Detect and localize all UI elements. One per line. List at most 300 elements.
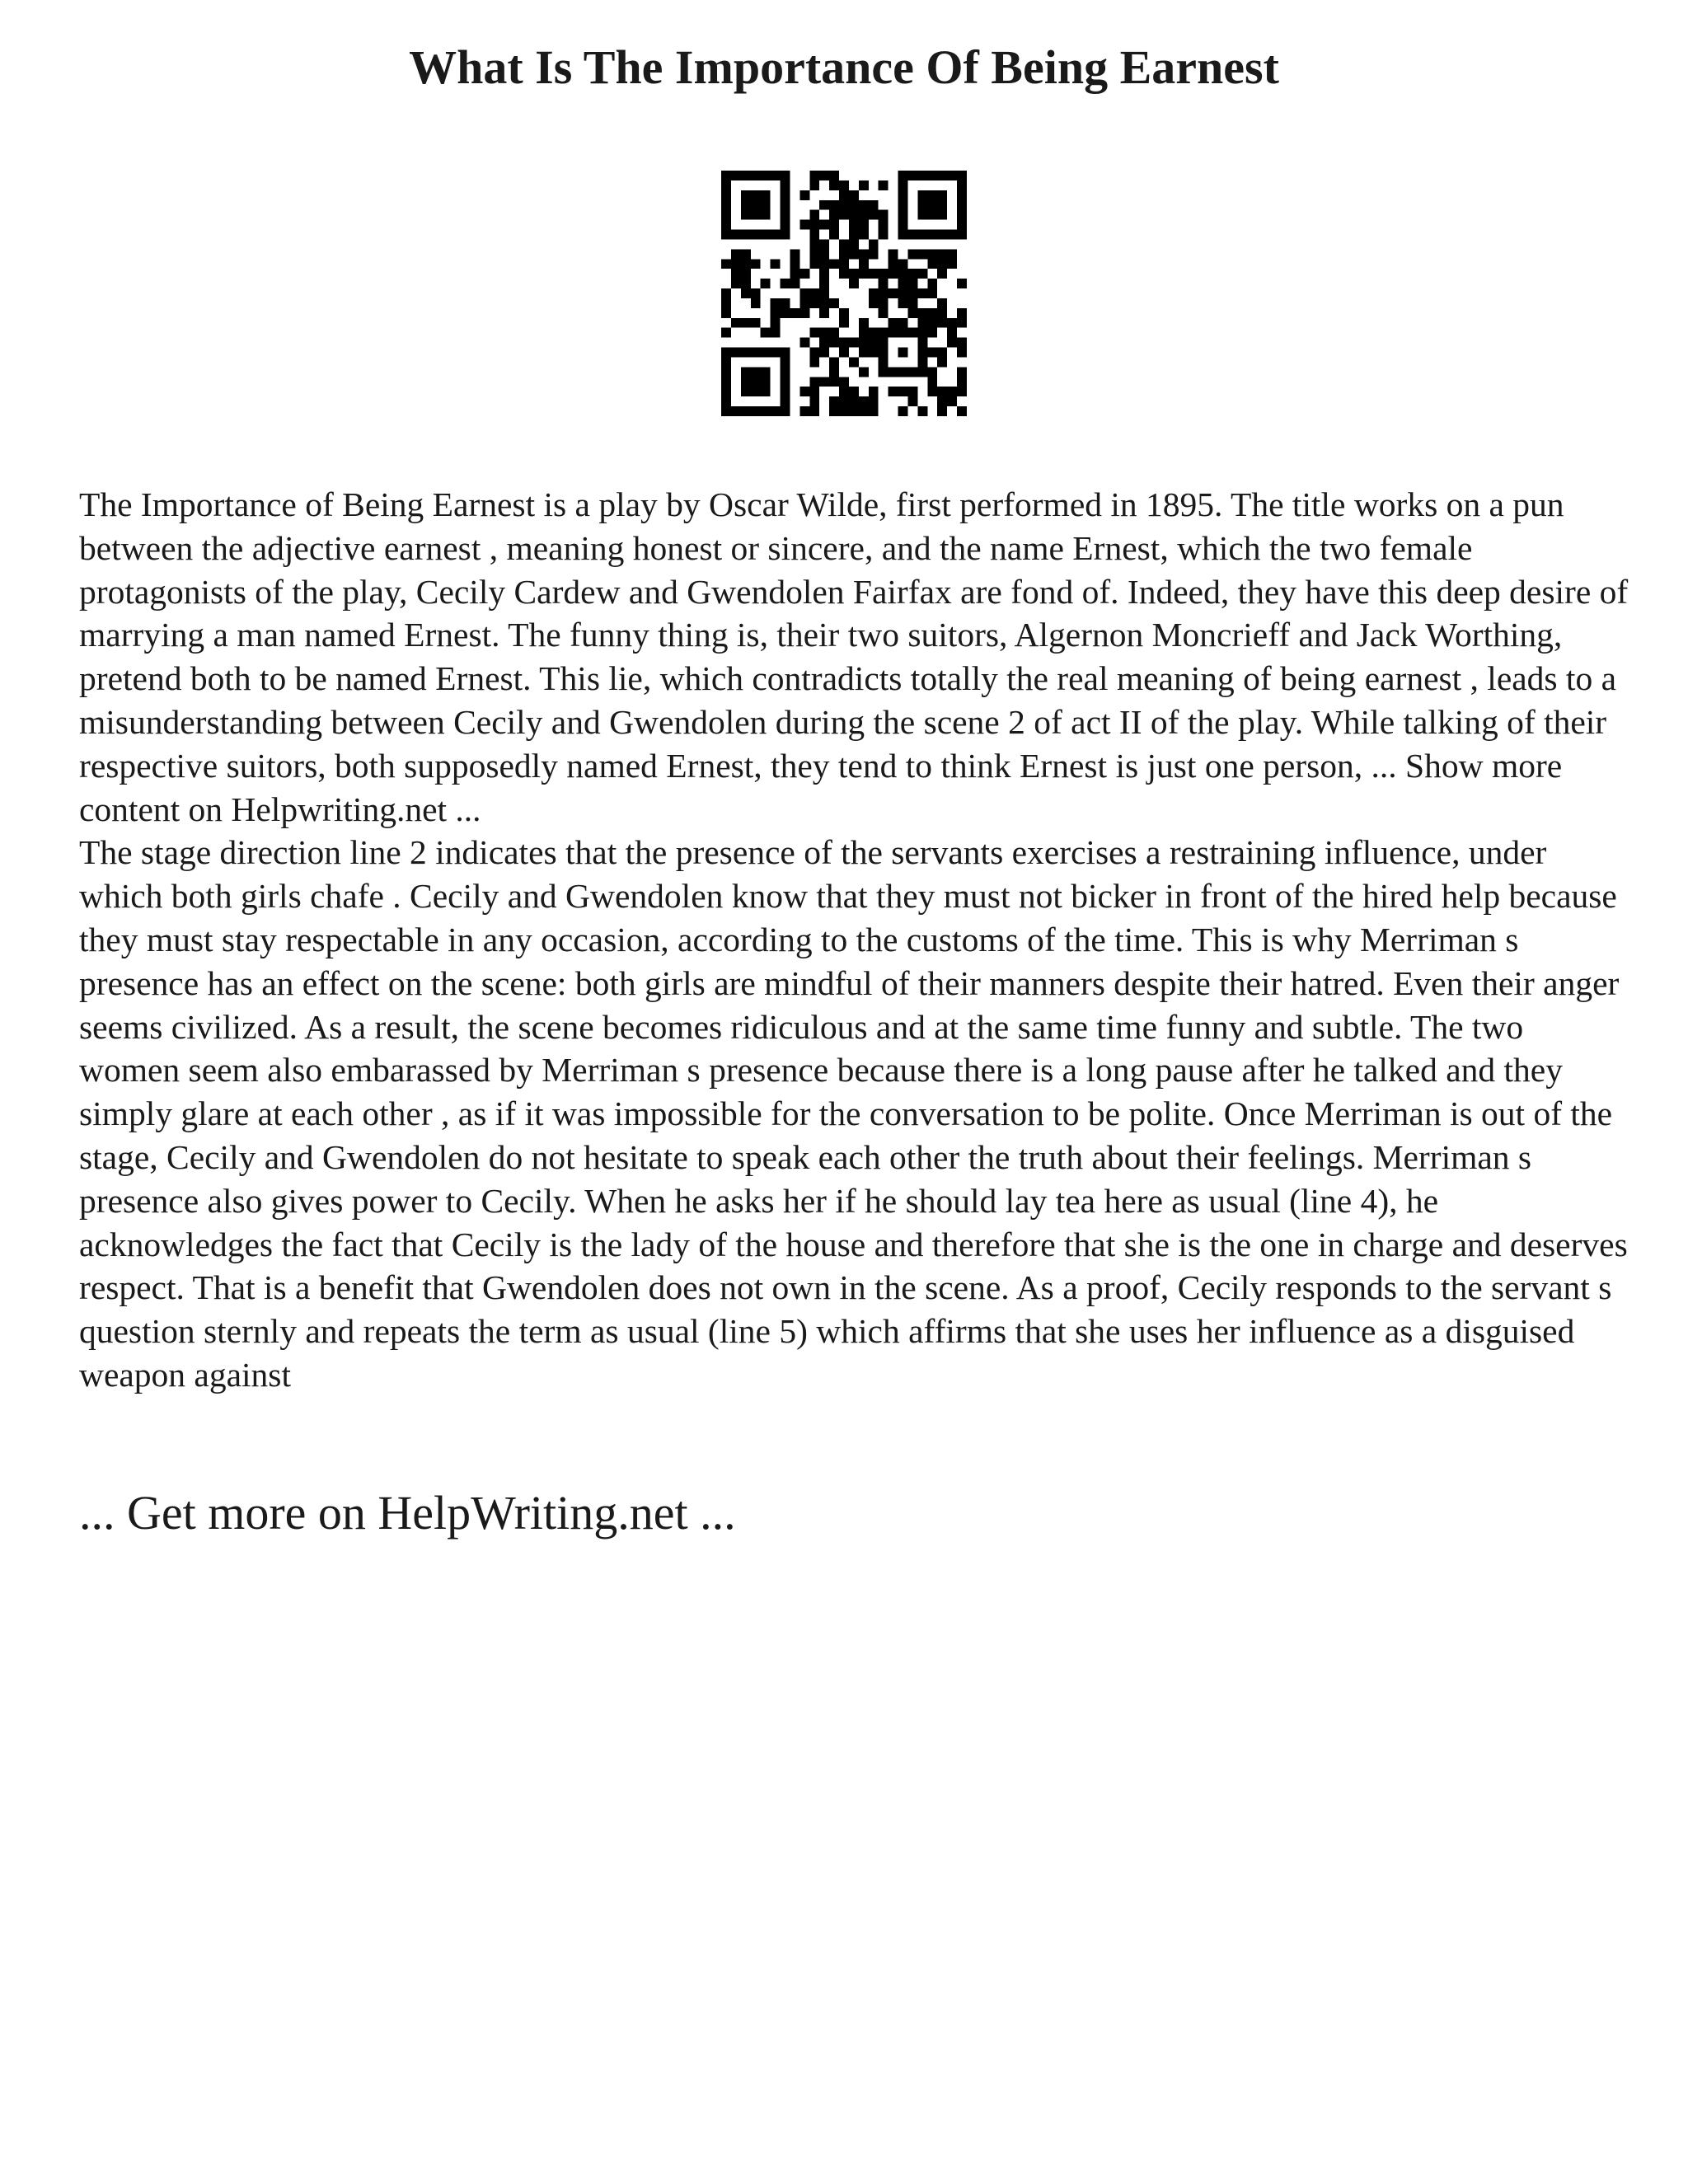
qr-module [869, 200, 879, 210]
qr-module [957, 348, 967, 358]
qr-module [761, 348, 771, 358]
qr-module [927, 249, 937, 259]
qr-module [927, 387, 937, 396]
qr-module [957, 406, 967, 416]
qr-module [849, 190, 859, 200]
qr-module [829, 210, 839, 220]
qr-module [839, 249, 849, 259]
qr-module [829, 357, 839, 367]
qr-module [790, 259, 799, 269]
qr-module [869, 210, 879, 220]
qr-module [898, 288, 908, 298]
qr-module [721, 367, 731, 377]
qr-module [889, 367, 898, 377]
qr-module [781, 220, 790, 230]
qr-module [839, 269, 849, 279]
qr-module [927, 308, 937, 318]
qr-module [741, 279, 751, 288]
qr-module [819, 348, 829, 358]
qr-module [879, 367, 889, 377]
qr-module [761, 406, 771, 416]
qr-module [907, 279, 917, 288]
qr-module [869, 269, 879, 279]
qr-module [859, 269, 869, 279]
qr-module [879, 308, 889, 318]
qr-module [731, 171, 741, 180]
qr-module [829, 200, 839, 210]
qr-module [751, 288, 761, 298]
qr-module [781, 348, 790, 358]
qr-module [937, 406, 947, 416]
qr-module [917, 200, 927, 210]
qr-module [799, 387, 809, 396]
qr-module [721, 220, 731, 230]
qr-module [819, 249, 829, 259]
qr-module [849, 269, 859, 279]
qr-module [907, 367, 917, 377]
qr-module [957, 230, 967, 240]
qr-module [809, 298, 819, 308]
qr-module [809, 357, 819, 367]
qr-module [809, 230, 819, 240]
qr-module [839, 210, 849, 220]
qr-module [741, 269, 751, 279]
qr-module [721, 259, 731, 269]
qr-module [819, 288, 829, 298]
qr-module [937, 210, 947, 220]
qr-module [819, 338, 829, 348]
qr-module [721, 348, 731, 358]
qr-module [751, 406, 761, 416]
qr-module [879, 298, 889, 308]
qr-module [849, 279, 859, 288]
qr-module [809, 396, 819, 406]
qr-module [741, 406, 751, 416]
qr-module [869, 249, 879, 259]
qr-module [907, 249, 917, 259]
qr-module [898, 200, 908, 210]
qr-module [898, 171, 908, 180]
qr-module [859, 318, 869, 328]
qr-module [869, 387, 879, 396]
qr-module [927, 259, 937, 269]
qr-module [731, 279, 741, 288]
qr-module [879, 279, 889, 288]
qr-module [809, 406, 819, 416]
qr-module [947, 396, 957, 406]
qr-module [927, 328, 937, 338]
qr-module [937, 259, 947, 269]
qr-module [889, 249, 898, 259]
qr-module [849, 200, 859, 210]
qr-module [898, 269, 908, 279]
qr-module [927, 279, 937, 288]
qr-module [917, 406, 927, 416]
qr-module [859, 220, 869, 230]
qr-module [849, 387, 859, 396]
qr-module [917, 308, 927, 318]
qr-module [781, 230, 790, 240]
qr-module [879, 357, 889, 367]
qr-module [721, 308, 731, 318]
qr-module [751, 210, 761, 220]
qr-module [721, 171, 731, 180]
qr-module [859, 338, 869, 348]
qr-module [790, 249, 799, 259]
qr-module [869, 298, 879, 308]
qr-module [859, 348, 869, 358]
qr-module [889, 318, 898, 328]
qr-module [937, 249, 947, 259]
qr-module [859, 367, 869, 377]
qr-module [937, 190, 947, 200]
qr-module [839, 396, 849, 406]
qr-module [937, 230, 947, 240]
paragraph-1: The Importance of Being Earnest is a play by Oscar Wilde, first performed in 1895. The title works on a pun between the adjective earnest , meaning honest or sincere, and the name Ernest, which the two female protagonists of the play, Cecily Cardew and Gwendolen Fairfax are fond of. Indeed, they have this deep desire of marrying a man named Ernest. The funny thing is, their two suitors, Algernon Moncrieff and Jack Worthing, pretend both to be named Ernest. This lie, which contradicts totally the real meaning of being earnest , leads to a misunderstanding between Cecily and Gwendolen during the scene 2 of act II of the play. While talking of their respective suitors, both supposedly named Ernest, they tend to think Ernest is just one person, ... Show more content on Helpwriting.net ... [79, 485, 1629, 828]
qr-module [957, 377, 967, 387]
qr-module [819, 308, 829, 318]
qr-module [957, 387, 967, 396]
qr-module [907, 269, 917, 279]
qr-module [771, 406, 781, 416]
qr-module [741, 348, 751, 358]
qr-module [781, 308, 790, 318]
qr-module [839, 406, 849, 416]
qr-module [741, 259, 751, 269]
qr-module [751, 298, 761, 308]
qr-module [761, 171, 771, 180]
qr-module [799, 269, 809, 279]
qr-module [927, 230, 937, 240]
qr-module [809, 288, 819, 298]
qr-module [927, 318, 937, 328]
qr-module [741, 230, 751, 240]
qr-module [731, 269, 741, 279]
qr-module [781, 396, 790, 406]
qr-module [721, 357, 731, 367]
qr-module [761, 230, 771, 240]
qr-module [761, 279, 771, 288]
qr-code-graphic [721, 171, 967, 416]
qr-module [957, 171, 967, 180]
qr-module [927, 171, 937, 180]
qr-module [947, 259, 957, 269]
qr-module [869, 396, 879, 406]
qr-module [809, 348, 819, 358]
qr-module [937, 357, 947, 367]
qr-module [957, 190, 967, 200]
qr-module [879, 288, 889, 298]
qr-module [741, 367, 751, 377]
qr-module [761, 367, 771, 377]
qr-module [829, 230, 839, 240]
qr-module [907, 308, 917, 318]
qr-module [907, 396, 917, 406]
qr-module [721, 328, 731, 338]
qr-module [741, 387, 751, 396]
qr-module [809, 387, 819, 396]
qr-module [849, 338, 859, 348]
qr-module [809, 377, 819, 387]
qr-module [721, 396, 731, 406]
qr-module [761, 200, 771, 210]
qr-module [751, 318, 761, 328]
qr-module [907, 298, 917, 308]
qr-module [898, 348, 908, 358]
qr-module [859, 259, 869, 269]
qr-module [839, 200, 849, 210]
qr-module [829, 406, 839, 416]
qr-module [741, 249, 751, 259]
qr-module [799, 308, 809, 318]
qr-module [957, 338, 967, 348]
qr-module [809, 259, 819, 269]
qr-module [917, 338, 927, 348]
qr-module [781, 180, 790, 190]
qr-module [819, 328, 829, 338]
qr-module [879, 180, 889, 190]
qr-module [771, 298, 781, 308]
qr-module [781, 171, 790, 180]
qr-module [889, 269, 898, 279]
qr-module [781, 406, 790, 416]
qr-module [829, 220, 839, 230]
qr-module [898, 328, 908, 338]
qr-module [781, 190, 790, 200]
qr-module [799, 338, 809, 348]
qr-module [927, 348, 937, 358]
qr-module [839, 239, 849, 249]
qr-module [889, 259, 898, 269]
qr-module [957, 180, 967, 190]
qr-module [829, 328, 839, 338]
qr-module [741, 210, 751, 220]
qr-module [879, 338, 889, 348]
qr-module [898, 220, 908, 230]
qr-module [957, 279, 967, 288]
qr-module [859, 249, 869, 259]
qr-module [927, 367, 937, 377]
page-title: What Is The Importance Of Being Earnest [409, 40, 1279, 94]
qr-module [898, 230, 908, 240]
qr-module [771, 318, 781, 328]
qr-module [889, 328, 898, 338]
qr-module [898, 318, 908, 328]
qr-module [839, 387, 849, 396]
qr-module [907, 171, 917, 180]
qr-module [927, 288, 937, 298]
qr-module [761, 387, 771, 396]
qr-module [809, 220, 819, 230]
qr-module [819, 298, 829, 308]
qr-module [898, 180, 908, 190]
qr-module [809, 239, 819, 249]
qr-module [947, 249, 957, 259]
qr-module [721, 230, 731, 240]
qr-module [849, 249, 859, 259]
qr-module [849, 239, 859, 249]
qr-module [869, 348, 879, 358]
qr-module [917, 210, 927, 220]
qr-module [829, 396, 839, 406]
qr-module [898, 387, 908, 396]
qr-module [957, 308, 967, 318]
qr-module [751, 387, 761, 396]
qr-module [859, 406, 869, 416]
qr-module [721, 298, 731, 308]
qr-module [731, 406, 741, 416]
qr-module [799, 220, 809, 230]
qr-module [790, 269, 799, 279]
qr-module [917, 171, 927, 180]
qr-module [849, 220, 859, 230]
qr-module [889, 387, 898, 396]
qr-module [819, 200, 829, 210]
qr-module [809, 249, 819, 259]
article-body [79, 483, 1629, 1397]
qr-module [869, 406, 879, 416]
qr-module [741, 171, 751, 180]
qr-module [947, 230, 957, 240]
qr-module [741, 288, 751, 298]
qr-module [927, 200, 937, 210]
qr-module [809, 210, 819, 220]
qr-module [898, 367, 908, 377]
qr-module [799, 190, 809, 200]
qr-module [937, 387, 947, 396]
qr-module [849, 406, 859, 416]
qr-module [809, 180, 819, 190]
qr-module [751, 190, 761, 200]
qr-module [741, 318, 751, 328]
qr-module [809, 328, 819, 338]
qr-module [751, 171, 761, 180]
qr-module [898, 259, 908, 269]
qr-module [721, 210, 731, 220]
qr-module [839, 190, 849, 200]
qr-module [937, 318, 947, 328]
qr-module [829, 377, 839, 387]
qr-module [819, 269, 829, 279]
qr-module [819, 171, 829, 180]
qr-module [849, 396, 859, 406]
qr-module [721, 406, 731, 416]
qr-module [809, 171, 819, 180]
qr-module [839, 348, 849, 358]
qr-module [751, 259, 761, 269]
qr-module [849, 210, 859, 220]
qr-module [917, 269, 927, 279]
qr-module [917, 348, 927, 358]
qr-module [937, 396, 947, 406]
qr-module [819, 279, 829, 288]
qr-module [859, 396, 869, 406]
qr-module [917, 230, 927, 240]
qr-module [879, 230, 889, 240]
qr-module [771, 171, 781, 180]
qr-module [859, 210, 869, 220]
qr-module [741, 200, 751, 210]
qr-module [869, 328, 879, 338]
qr-module [917, 328, 927, 338]
qr-module [799, 288, 809, 298]
qr-module [819, 239, 829, 249]
qr-module [927, 210, 937, 220]
qr-module [907, 288, 917, 298]
qr-module [879, 210, 889, 220]
qr-module [790, 279, 799, 288]
qr-module [879, 220, 889, 230]
qr-module [917, 367, 927, 377]
qr-module [781, 200, 790, 210]
qr-module [839, 308, 849, 318]
qr-module [839, 318, 849, 328]
qr-module [829, 367, 839, 377]
qr-module [829, 180, 839, 190]
qr-module [781, 279, 790, 288]
qr-module [947, 338, 957, 348]
qr-module [731, 318, 741, 328]
qr-module [761, 190, 771, 200]
qr-module [937, 308, 947, 318]
qr-module [917, 190, 927, 200]
qr-module [917, 288, 927, 298]
qr-module [751, 230, 761, 240]
qr-module [839, 377, 849, 387]
qr-module [947, 328, 957, 338]
qr-module [957, 210, 967, 220]
qr-module [957, 200, 967, 210]
qr-module [869, 338, 879, 348]
qr-module [859, 328, 869, 338]
qr-module [869, 239, 879, 249]
get-more-link[interactable]: ... Get more on HelpWriting.net ... [79, 1486, 736, 1540]
qr-module [799, 406, 809, 416]
qr-module [721, 180, 731, 190]
qr-module [751, 367, 761, 377]
qr-module [721, 190, 731, 200]
qr-module [781, 387, 790, 396]
qr-module [927, 190, 937, 200]
qr-module [751, 200, 761, 210]
qr-module [898, 279, 908, 288]
qr-module [849, 357, 859, 367]
qr-module [819, 259, 829, 269]
qr-module [771, 348, 781, 358]
qr-module [869, 288, 879, 298]
qr-module [957, 367, 967, 377]
qr-module [937, 298, 947, 308]
qr-code-icon [721, 171, 967, 416]
qr-module [781, 357, 790, 367]
qr-module [721, 288, 731, 298]
qr-module [859, 230, 869, 240]
qr-module [839, 180, 849, 190]
qr-module [741, 190, 751, 200]
qr-module [799, 298, 809, 308]
qr-module [917, 318, 927, 328]
qr-module [761, 210, 771, 220]
qr-module [898, 406, 908, 416]
qr-module [889, 288, 898, 298]
qr-module [829, 298, 839, 308]
qr-module [937, 200, 947, 210]
qr-module [731, 259, 741, 269]
qr-module [829, 171, 839, 180]
qr-module [907, 230, 917, 240]
qr-module [721, 377, 731, 387]
qr-module [917, 249, 927, 259]
